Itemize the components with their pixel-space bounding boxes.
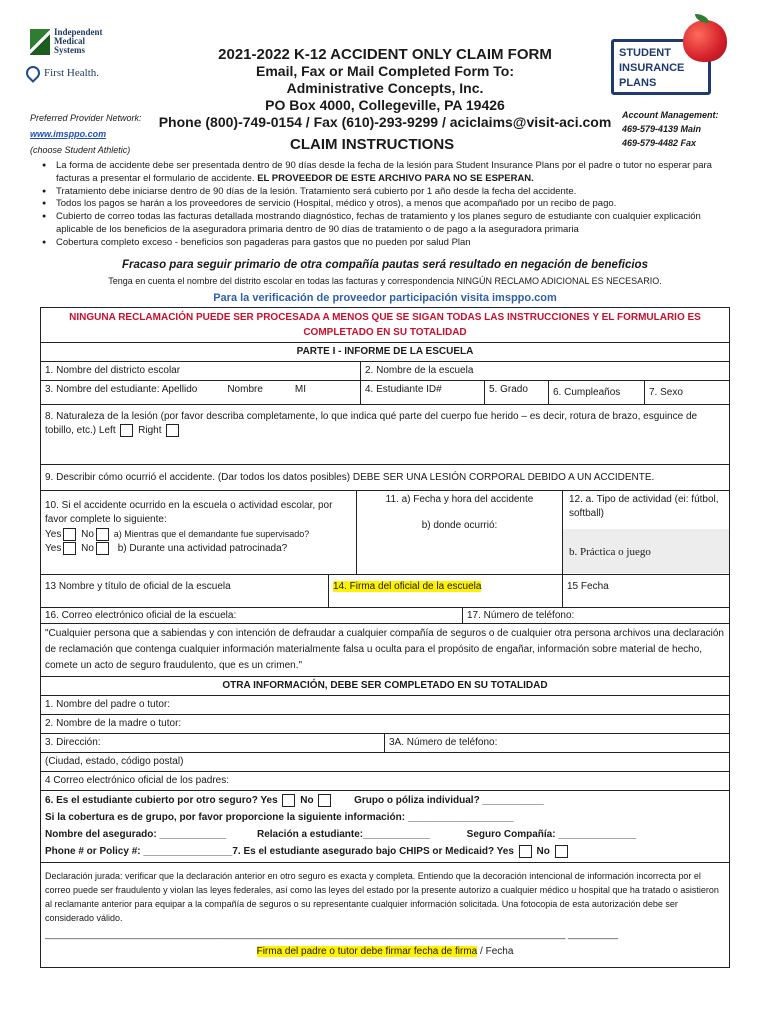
ims-logo-mark [30,29,50,55]
insured-name-field[interactable]: Nombre del asegurado: ____________ [45,829,227,840]
form-row [41,362,729,381]
form-row [41,308,729,343]
part1-header: PARTE I - INFORME DE LA ESCUELA [296,346,474,357]
accident-location-label: b) donde ocurrió: [421,520,498,531]
other-insurance-label: 6. Es el estudiante cubierto por otro seguro? Yes [45,795,278,806]
other-insurance-no-checkbox[interactable] [318,794,331,807]
signature-date-label: / Fecha [477,946,514,957]
mother-name-field[interactable]: 2. Nombre de la madre o tutor: [45,718,182,729]
preferred-label: Preferred Provider Network: [30,113,142,123]
ims-logo-line: Medical [54,36,85,46]
ims-logo-line: Systems [54,45,85,55]
right-label: Right [138,425,162,437]
form-row [41,575,729,608]
school-activity-field [41,491,357,574]
chips-no-checkbox[interactable] [555,845,568,858]
preferred-provider-block [30,110,142,158]
insured-row [45,826,725,843]
form-row [41,624,729,677]
city-state-zip-field[interactable]: (Ciudad, estado, código postal) [45,756,184,767]
instruction-item [40,160,730,186]
sip-logo-line: INSURANCE [619,62,685,74]
insurance-company-field[interactable]: Seguro Compañía: ______________ [466,829,637,840]
sponsored-no-checkbox[interactable] [96,542,109,555]
form-row [41,753,729,772]
activity-type-label: 12. a. Tipo de actividad (ei: fútbol, softball) [569,494,719,519]
form-row [41,381,729,405]
policy-number-field[interactable]: Phone # or Policy #: ________________ [45,846,233,857]
preferred-link[interactable]: www.imsppo.com [30,129,107,139]
claim-instructions-title: CLAIM INSTRUCTIONS [290,136,455,153]
right-checkbox[interactable] [166,424,179,437]
form-row [41,677,729,696]
form-row [41,715,729,734]
heading-line: Email, Fax or Mail Completed Form To: [256,63,514,79]
no-label: No [81,529,94,540]
account-fax: 469-579-4482 Fax [622,138,697,148]
form-row [41,772,729,791]
instruction-text: Tratamiento debe iniciarse dentro de 90 días de la lesión. Tratamiento será cubierto por 1 año desde la fecha del accidente. [56,185,577,197]
no-label: No [536,846,550,857]
student-id-field[interactable]: 4. Estudiante ID# [361,381,485,404]
form-row [41,696,729,715]
injury-nature-label: 8. Naturaleza de la lesión (por favor describa completamente, lo que indica qué parte del cuerpo fue herido – es decir, rotura de brazo, esguince de tobillo, etc.) Left [45,411,698,437]
form-row [41,734,729,753]
form-row [41,405,729,465]
group-policy-field[interactable]: Grupo o póliza individual? ___________ [354,795,544,806]
instruction-text: Cobertura completo exceso - beneficios son pagaderas para gastos que no pueden por salud Plan [56,236,471,248]
ims-logo [30,28,103,55]
supervised-yes-checkbox[interactable] [63,528,76,541]
firsthealth-logo-text: First Health. [44,67,99,79]
no-label: No [81,543,94,555]
date-field[interactable]: 15 Fecha [567,581,609,592]
sip-logo-line: STUDENT [619,47,671,59]
supervised-no-checkbox[interactable] [96,528,109,541]
instruction-text: La forma de accidente debe ser presentada dentro de 90 días desde la fecha de la lesión para Student Insurance Plans por el padre o tutor no esperar para facturas a presentar el formulario de accidente. [56,160,712,184]
other-insurance-block [41,791,729,862]
student-name-field[interactable] [41,381,361,404]
student-mi-label: MI [294,384,307,395]
fail-note: Fracaso para seguir primario de otra compañía pautas será resultado en negación de beneficios [122,259,648,271]
student-firstname-label: Nombre [227,384,263,395]
chips-yes-checkbox[interactable] [519,845,532,858]
sex-field[interactable]: 7. Sexo [649,387,683,398]
father-name-field[interactable]: 1. Nombre del padre o tutor: [45,699,171,710]
heading-contact-line: Phone (800)-749-0154 / Fax (610)-293-9299 / aciclaims@visit-aci.com [158,114,612,130]
other-info-header: OTRA INFORMACIÓN, DEBE SER COMPLETADO EN SU TOTALIDAD [222,680,548,691]
practice-or-game-label: b. Práctica o juego [563,529,729,573]
ims-logo-text [54,28,103,55]
instruction-text: Cubierto de correo todas las facturas detallada mostrando diagnóstico, fechas de tratamiento y los planes seguro de estudiante con cualquier explicación aplicable de los beneficios de la aseguradora primaria dentro de 90 días de tratamiento o de pago a la aseguradora primaria [56,211,701,235]
accident-description-field[interactable]: 9. Describir cómo ocurrió el accidente. (Dar todos los datos posibles) DEBE SER UNA LESIÓN CORPORAL DEBIDO A UN ACCIDENTE. [45,472,655,483]
sip-logo-line: PLANS [619,77,657,89]
form-row [41,465,729,491]
supervised-label: a) Mientras que el demandante fue supervisado? [113,529,310,539]
fraud-statement: "Cualquier persona que a sabiendas y con intención de defraudar a cualquier compañía de seguros o de cualquier otra persona archivos una declaración de reclamación que contenga cualquier información materialmente falsa u oculta para el propósito de engañar, información sobre material de hecho, comete un acto de seguro fraudulento, que es un crimen." [45,628,724,671]
instruction-item [40,198,730,211]
accident-datetime-field[interactable] [357,491,563,574]
sponsored-yes-checkbox[interactable] [63,542,76,555]
birthday-field[interactable]: 6. Cumpleaños [549,381,645,404]
yes-label: Yes [45,529,62,540]
account-title: Account Management: [622,110,719,120]
other-insurance-row [45,792,725,809]
instruction-item [40,186,730,199]
accident-datetime-label: 11. a) Fecha y hora del accidente [385,494,534,505]
account-management [622,108,719,150]
parent-signature-label: Firma del padre o tutor debe firmar fecha de firma [256,946,478,957]
policy-row [45,843,725,860]
form-title: 2021-2022 K-12 ACCIDENT ONLY CLAIM FORM [218,46,552,63]
school-name-field[interactable]: 2. Nombre de la escuela [365,365,474,376]
form-row [41,608,729,624]
school-district-field[interactable]: 1. Nombre del districto escolar [41,362,361,380]
declaration-text: Declaración jurada: verificar que la declaración anterior en otro seguro es exacta y completa. Entiendo que la decoración intencional de información incorrecta por el correo puede ser fraudulento y violan las leyes federales, así como las leyes del estado por la presente autorizo a cualquier médico u hospital que ha tratado o asistieron al reclamante anterior para equipar a la compañía de seguros o su representante cualquier información solicitada. Una fotocopia de esta autorización debe ser considerado válido. [45,871,719,923]
heading-line: Administrative Concepts, Inc. [286,80,484,96]
chips-medicaid-label: 7. Es el estudiante asegurado bajo CHIPS or Medicaid? Yes [232,846,514,857]
student-lastname-label: 3. Nombre del estudiante: Apellido [45,384,198,395]
ims-logo-line: Independent [54,27,103,37]
supervised-row [45,527,352,542]
official-signature-field[interactable] [329,575,563,607]
district-note: Tenga en cuenta el nombre del distrito escolar en todas las facturas y correspondencia NINGÚN RECLAMO ADICIONAL ES NECESARIO. [108,276,662,286]
yes-label: Yes [45,543,62,555]
sponsored-label: b) Durante una actividad patrocinada? [117,543,288,555]
instruction-text: Todos los pagos se harán a los proveedores de servicio (Hospital, médico y otros), a menos que acompañado por un recibo de pago. [56,198,617,210]
student-insurance-plans-logo [611,14,729,96]
injury-nature-field[interactable] [41,405,729,464]
left-checkbox[interactable] [120,424,133,437]
official-name-field[interactable]: 13 Nombre y título de oficial de la escuela [41,575,329,607]
form-row [41,791,729,863]
form-heading [150,46,620,131]
school-activity-label: 10. Si el accidente ocurrido en la escuela o actividad escolar, por favor complete lo siguiente: [45,500,333,525]
apple-icon [683,20,727,62]
claim-form [40,307,730,968]
signature-line[interactable]: ________________________________________________________________________________________________________ __________ [45,929,619,939]
instruction-bold: EL PROVEEDOR DE ESTE ARCHIVO PARA NO SE ESPERAN. [257,172,534,184]
declaration-block [41,863,729,967]
relationship-field[interactable]: Relación a estudiante:____________ [257,829,430,840]
instruction-item [40,211,730,237]
form-warning: NINGUNA RECLAMACIÓN PUEDE SER PROCESADA A MENOS QUE SE SIGAN TODAS LAS INSTRUCCIONES Y EL FORMULARIO ES COMPLETADO EN SU TOTALIDAD [69,312,701,338]
form-row [41,491,729,575]
form-row [41,343,729,362]
activity-type-field[interactable] [563,491,729,574]
heart-icon [23,63,43,83]
instruction-list [40,160,730,250]
parent-email-field[interactable]: 4 Correo electrónico oficial de los padres: [45,775,229,786]
phone-field[interactable]: 17. Número de teléfono: [467,610,575,621]
group-coverage-field[interactable]: Si la cobertura es de grupo, por favor proporcione la siguiente información: ___________________ [45,812,514,823]
other-insurance-yes-checkbox[interactable] [282,794,295,807]
address-field[interactable]: 3. Dirección: [41,734,385,752]
no-label: No [300,795,314,806]
school-email-field[interactable]: 16. Correo electrónico oficial de la escuela: [41,608,463,623]
preferred-note: (choose Student Athletic) [30,145,131,155]
verification-link[interactable]: Para la verificación de proveedor participación visita imsppo.com [213,292,557,304]
form-row [41,863,729,967]
sponsored-row [45,542,352,556]
heading-line: PO Box 4000, Collegeville, PA 19426 [265,97,505,113]
firsthealth-logo [26,66,99,80]
instruction-item [40,237,730,250]
parent-phone-field[interactable]: 3A. Número de teléfono: [389,737,498,748]
account-main: 469-579-4139 Main [622,124,702,134]
official-signature-label: 14. Firma del oficial de la escuela [333,581,482,592]
signature-caption [45,941,725,965]
grade-field[interactable]: 5. Grado [485,381,549,404]
